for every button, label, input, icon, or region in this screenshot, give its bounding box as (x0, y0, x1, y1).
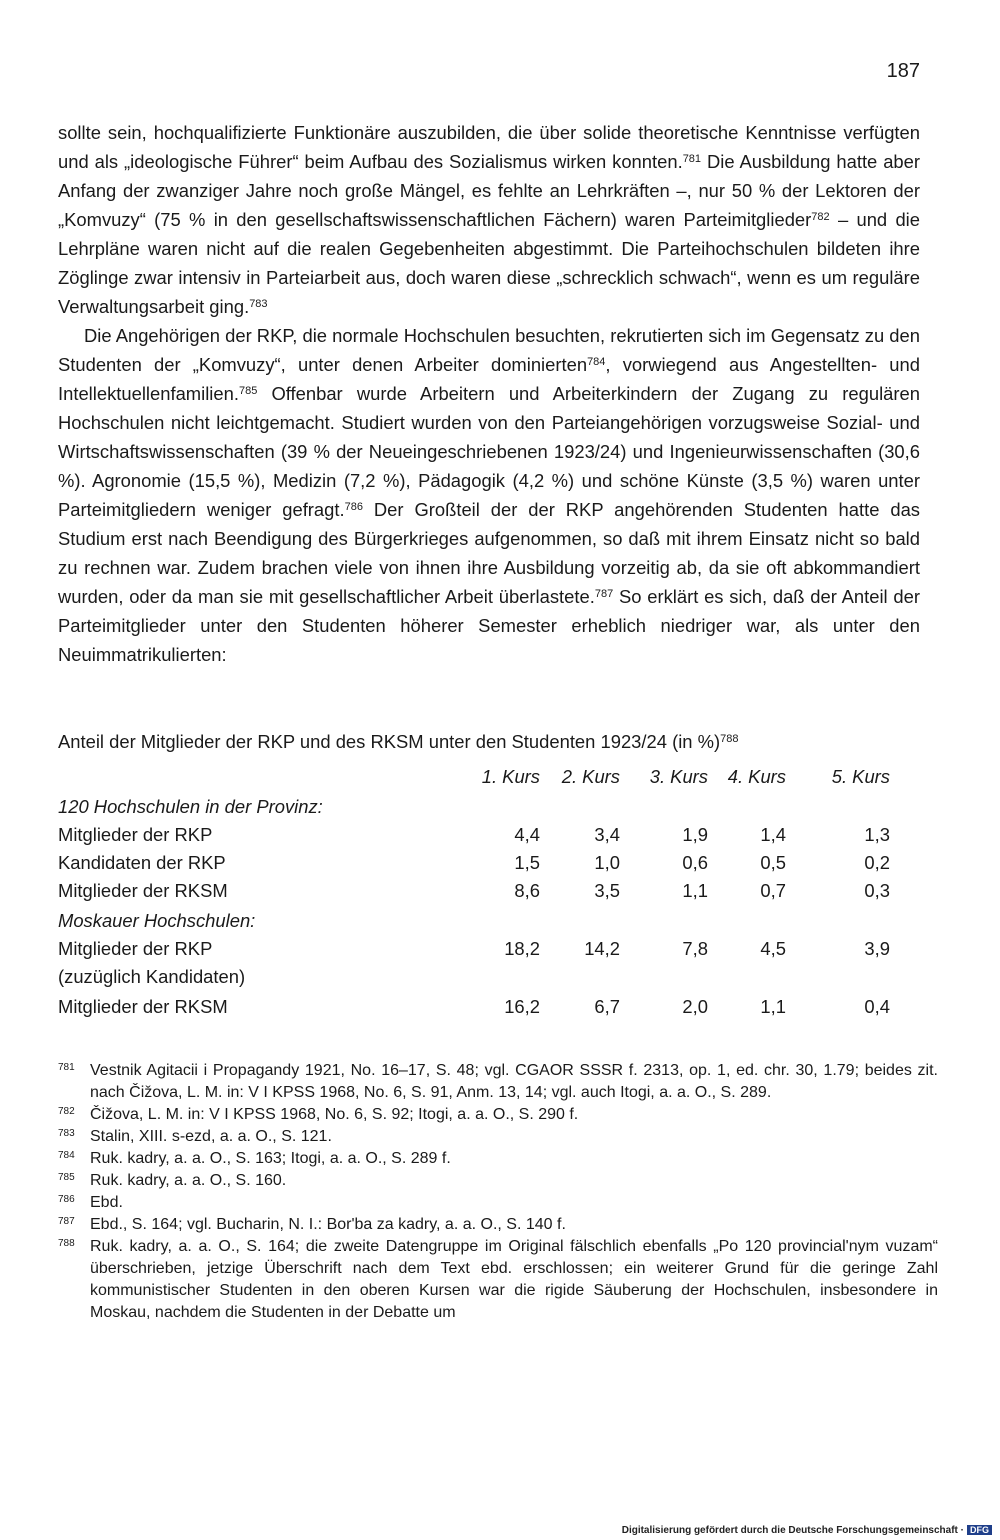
footnote (58, 1192, 938, 1214)
row-label: Mitglieder der RKP (58, 938, 213, 959)
footnote-text: Ebd. (90, 1194, 123, 1211)
footnote (58, 1148, 938, 1170)
footnote (58, 1214, 938, 1236)
table-header-row (58, 763, 920, 791)
table-footnote-ref: 788 (720, 733, 739, 745)
footnote-number: 784 (58, 1150, 75, 1161)
page-number: 187 (886, 60, 920, 82)
footnote-text: Ruk. kadry, a. a. O., S. 164; die zweite Datengruppe im Original fälschlich ebenfalls „Po 120 provincial'nym vuzam“ überschrieben, jetzige Überschrift nach dem Text ebd. erschlossen; ein weiterer Grund für die geringe Zahl kommunistischer Studenten in den oberen Kursen war die rigide Säuberung der Hochschulen, insbesondere in Moskau, nachdem die Studenten in der Debatte um (90, 1238, 938, 1321)
footnote (58, 1126, 938, 1148)
table-section-row (58, 793, 920, 821)
footnotes (58, 1060, 938, 1324)
table-cell: 1,1 (682, 880, 708, 901)
footnote-ref: 782 (811, 211, 830, 223)
statistics-table (58, 763, 920, 1021)
text-run: – und die Lehrpläne waren nicht auf die realen Gegebenheiten abgestimmt. Die Parteihochschulen bildeten ihre Zöglinge zwar intensiv in Parteiarbeit aus, doch waren diese „schrecklich schwach“, wenn es um reguläre Verwaltungsarbeit ging. (58, 209, 920, 317)
text-run: sollte sein, hochqualifizierte Funktionäre auszubilden, die über solide theoretische Kenntnisse verfügten und als „ideologische Führer“ beim Aufbau des Sozialismus wirken konnten. (58, 122, 920, 172)
footnote-ref: 787 (594, 588, 614, 600)
table-cell: 0,2 (864, 852, 890, 873)
table-cell: 1,5 (514, 852, 540, 873)
footnote-number: 785 (58, 1172, 75, 1183)
table-cell: 2,0 (682, 996, 708, 1017)
table-row (58, 849, 920, 877)
table-cell: 0,5 (760, 852, 786, 873)
column-header: 3. Kurs (649, 766, 708, 787)
column-header: 2. Kurs (561, 766, 620, 787)
section-label: 120 Hochschulen in der Provinz: (58, 796, 323, 817)
row-label: Mitglieder der RKSM (58, 996, 228, 1017)
footnote-number: 781 (58, 1062, 75, 1073)
footnote-number: 782 (58, 1106, 75, 1117)
table-title-text: Anteil der Mitglieder der RKP und des RKSM unter den Studenten 1923/24 (in %) (58, 731, 721, 752)
table-cell: 1,0 (594, 852, 620, 873)
table-cell: 18,2 (504, 938, 540, 959)
table-title (58, 727, 920, 756)
body-text (58, 118, 920, 669)
footnote-number: 786 (58, 1194, 75, 1205)
table-cell: 0,4 (864, 996, 890, 1017)
footnote-number: 788 (58, 1238, 75, 1249)
table-body (58, 793, 920, 1021)
table-row (58, 935, 920, 963)
text-run: Offenbar wurde Arbeitern und Arbeiterkindern der Zugang zu regulären Hochschulen nicht leichtgemacht. Studiert wurden von den Parteiangehörigen vorzugsweise Sozial- und Wirtschaftswissenschaften (39 % der Neueingeschriebenen 1923/24) und Ingenieurwissenschaften (30,6 %). Agronomie (15,5 %), Medizin (7,2 %), Pädagogik (4,2 %) und schöne Künste (3,5 %) waren unter Parteimitgliedern weniger gefragt. (58, 383, 920, 520)
text-run: Der Großteil der der RKP angehörenden Studenten hatte das Studium erst nach Beendigung des Bürgerkrieges aufgenommen, so daß mit ihrem Einsatz nicht so bald zu rechnen war. Zudem brachen viele von ihnen ihre Ausbildung vorzeitig ab, da sie oft abkommandiert wurden, oder da man sie mit gesellschaftlicher Arbeit überlastete. (58, 499, 920, 607)
table-cell: 16,2 (504, 996, 540, 1017)
footnote-text: Ruk. kadry, a. a. O., S. 160. (90, 1172, 287, 1189)
footnote-ref: 785 (238, 385, 258, 397)
text-run: Die Angehörigen der RKP, die normale Hochschulen besuchten, rekrutierten sich im Gegensatz zu den Studenten der „Komvuzy“, unter denen Arbeiter dominierten (58, 325, 920, 375)
table-cell: 14,2 (584, 938, 620, 959)
table-row (58, 993, 920, 1021)
dfg-logo: DFG (967, 1525, 992, 1535)
footnote-number: 787 (58, 1216, 75, 1227)
footnote-text: Ruk. kadry, a. a. O., S. 163; Itogi, a. a. O., S. 289 f. (90, 1150, 451, 1167)
table-cell: 4,5 (760, 938, 786, 959)
table-cell: 3,9 (864, 938, 890, 959)
table-cell: 0,3 (864, 880, 890, 901)
table-cell: 0,7 (760, 880, 786, 901)
footnote-text: Vestnik Agitacii i Propagandy 1921, No. 16–17, S. 48; vgl. CGAOR SSSR f. 2313, op. 1, ed. chr. 30, 1.79; beides zit. nach Čižova, L. M. in: V I KPSS 1968, No. 6, S. 91, Anm. 13, 14; vgl. auch Itogi, a. a. O., S. 289. (90, 1062, 938, 1101)
text-run: So erklärt es sich, daß der Anteil der Parteimitglieder unter den Studenten höherer Semester erheblich niedriger war, als unter den Neuimmatrikulierten: (58, 586, 920, 665)
column-header: 1. Kurs (481, 766, 540, 787)
table-row (58, 877, 920, 905)
footnote-ref: 786 (344, 501, 363, 513)
table-cell: 3,5 (594, 880, 620, 901)
paragraph (58, 321, 920, 669)
row-label: (zuzüglich Kandidaten) (58, 966, 246, 987)
footnote (58, 1104, 938, 1126)
footnote (58, 1060, 938, 1104)
section-label: Moskauer Hochschulen: (58, 910, 256, 931)
table-cell: 0,6 (682, 852, 708, 873)
table-cell: 7,8 (682, 938, 708, 959)
table-row (58, 963, 920, 991)
footer-text: Digitalisierung gefördert durch die Deutsche Forschungsgemeinschaft · (621, 1525, 964, 1536)
table-cell: 6,7 (594, 996, 620, 1017)
footnote-ref: 783 (249, 298, 268, 310)
paragraph (58, 118, 920, 321)
row-label: Mitglieder der RKSM (58, 880, 228, 901)
column-header: 4. Kurs (727, 766, 786, 787)
digitization-notice (622, 1525, 992, 1536)
text-run: Die Ausbildung hatte aber Anfang der zwanziger Jahre noch große Mängel, es fehlte an Lehrkräften –, nur 50 % der Lektoren der „Komvuzy“ (75 % in den gesellschaftswissenschaftlichen Fächern) waren Parteimitglieder (58, 151, 920, 230)
table-cell: 4,4 (514, 824, 540, 845)
footnote-ref: 784 (587, 356, 606, 368)
table-row (58, 821, 920, 849)
footnote (58, 1170, 938, 1192)
footnote-ref: 781 (682, 153, 702, 165)
column-header: 5. Kurs (831, 766, 890, 787)
row-label: Mitglieder der RKP (58, 824, 213, 845)
table-cell: 1,4 (760, 824, 786, 845)
footnote-text: Čižova, L. M. in: V I KPSS 1968, No. 6, S. 92; Itogi, a. a. O., S. 290 f. (90, 1106, 579, 1123)
footnote-number: 783 (58, 1128, 75, 1139)
footnote-text: Stalin, XIII. s-ezd, a. a. O., S. 121. (90, 1128, 332, 1145)
table-cell: 3,4 (594, 824, 620, 845)
table-cell: 1,9 (682, 824, 708, 845)
footnote-text: Ebd., S. 164; vgl. Bucharin, N. I.: Bor'ba za kadry, a. a. O., S. 140 f. (90, 1216, 566, 1233)
row-label: Kandidaten der RKP (58, 852, 226, 873)
text-run: , vorwiegend aus Angestellten- und Intellektuellenfamilien. (58, 354, 920, 404)
table-cell: 1,1 (760, 996, 786, 1017)
table-section-row (58, 907, 920, 935)
table-cell: 1,3 (864, 824, 890, 845)
footnote (58, 1236, 938, 1324)
table-cell: 8,6 (514, 880, 540, 901)
